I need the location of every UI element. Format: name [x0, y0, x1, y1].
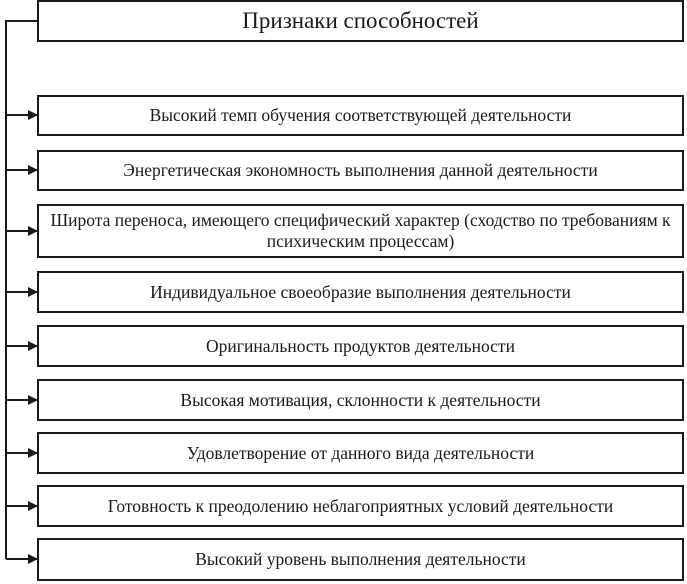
ability-sign-label: Высокий уровень выполнения деятельности: [195, 549, 526, 569]
diagram-title: Признаки способностей: [242, 8, 479, 34]
ability-sign-label: Удовлетворение от данного вида деятельности: [186, 442, 535, 463]
diagram-title-box: [37, 0, 684, 42]
ability-sign-box-7: [37, 432, 684, 474]
ability-sign-label: Высокий темп обучения соответствующей деятельности: [149, 105, 572, 125]
ability-sign-box-9: [37, 538, 684, 581]
ability-sign-label: Энергетическая экономность выполнения данной деятельности: [123, 160, 598, 180]
ability-sign-box-3: [37, 204, 684, 258]
ability-sign-box-6: [37, 379, 684, 421]
ability-sign-label: Оригинальность продуктов деятельности: [206, 335, 515, 356]
ability-sign-label: Готовность к преодолению неблагоприятных условий деятельности: [107, 495, 614, 516]
ability-sign-label: Высокая мотивация, склонности к деятельности: [180, 389, 541, 410]
ability-sign-box-5: [37, 325, 684, 367]
ability-sign-box-8: [37, 485, 684, 527]
ability-sign-label: Широта переноса, имеющего специфический характер (сходство по требованиям к психическим процессам): [50, 210, 671, 251]
ability-sign-box-1: [37, 95, 684, 136]
ability-sign-label: Индивидуальное своеобразие выполнения деятельности: [150, 281, 571, 302]
ability-sign-box-2: [37, 150, 684, 191]
ability-sign-box-4: [37, 271, 684, 313]
